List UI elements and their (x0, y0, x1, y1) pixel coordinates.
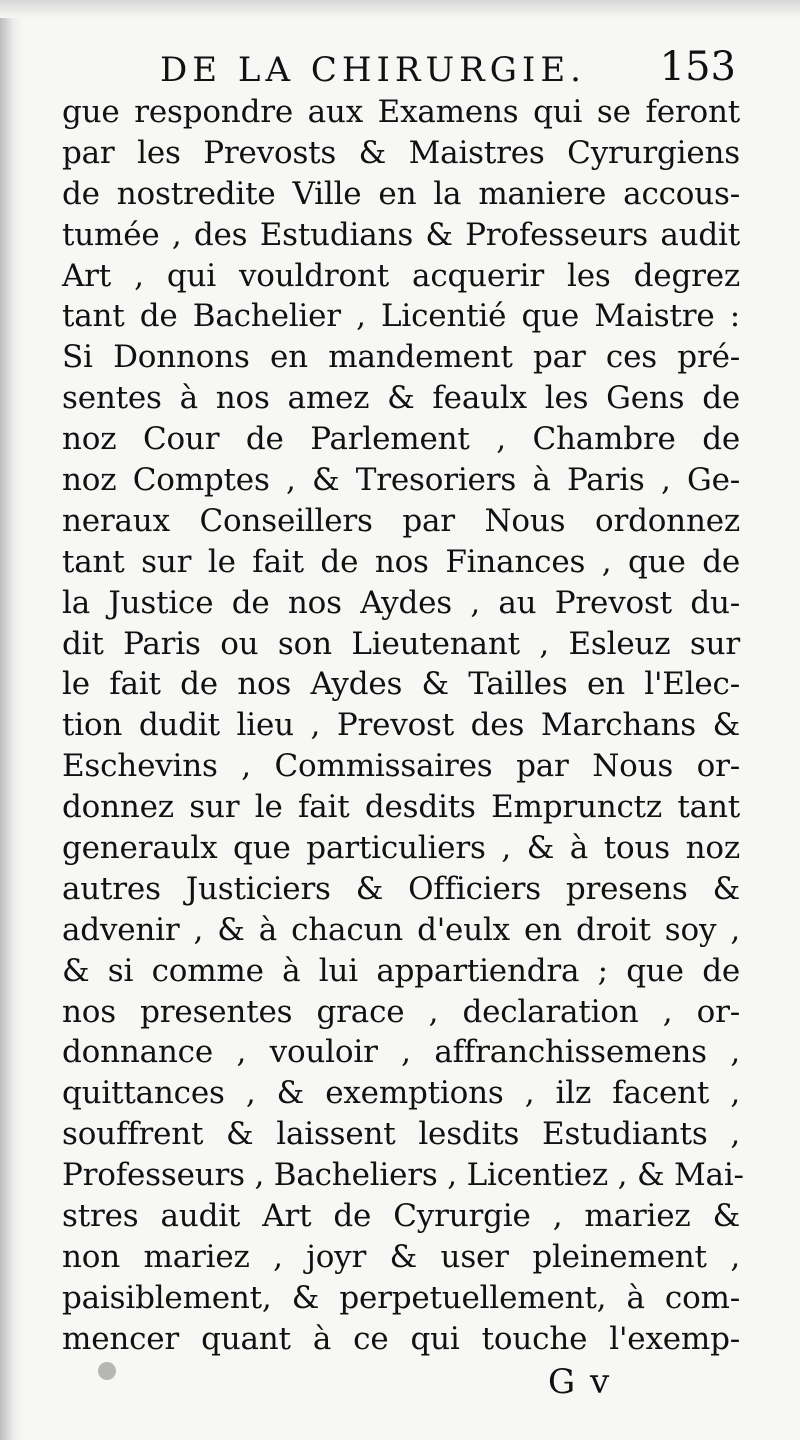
ink-blot (98, 1362, 116, 1380)
text-line: de nostredite Ville en la maniere accous- (62, 175, 740, 212)
text-line: Si Donnons en mandement par ces pré- (62, 339, 740, 376)
text-line: tion dudit lieu , Prevost des Marchans & (62, 707, 740, 744)
text-line: donnance , vouloir , affranchissemens , (62, 1034, 740, 1071)
running-title: DE LA CHIRURGIE. (160, 50, 586, 90)
page-top-shadow (0, 0, 800, 18)
text-line: non mariez , joyr & user pleinement , (62, 1238, 740, 1275)
text-line: nos presentes grace , declaration , or- (62, 993, 740, 1030)
text-line: le fait de nos Aydes & Tailles en l'Elec- (62, 666, 740, 703)
text-line: tant de Bachelier , Licentié que Maistre : (62, 298, 740, 335)
text-line: souffrent & laissent lesdits Estudiants , (62, 1116, 740, 1153)
signature-mark: G v (548, 1362, 612, 1402)
text-line: advenir , & à chacun d'eulx en droit soy , (62, 911, 740, 948)
text-line: sentes à nos amez & feaulx les Gens de (62, 380, 740, 417)
text-line: Professeurs , Bacheliers , Licentiez , & Mai- (62, 1157, 744, 1194)
text-line: noz Cour de Parlement , Chambre de (62, 421, 740, 458)
text-line: tumée , des Estudians & Professeurs audit (62, 216, 740, 253)
text-line: generaulx que particuliers , & à tous noz (62, 830, 740, 867)
text-line: noz Comptes , & Tresoriers à Paris , Ge- (62, 462, 740, 499)
text-line: gue respondre aux Examens qui se feront (62, 94, 740, 130)
text-line: la Justice de nos Aydes , au Prevost du- (62, 584, 740, 621)
text-line: & si comme à lui appartiendra ; que de (62, 952, 740, 989)
text-line: paisiblement, & perpetuellement, à com- (62, 1279, 740, 1316)
text-line: Eschevins , Commissaires par Nous or- (62, 748, 740, 785)
text-line: stres audit Art de Cyrurgie , mariez & (62, 1198, 740, 1235)
body-text (62, 92, 744, 1360)
text-line: dit Paris ou son Lieutenant , Esleuz sur (62, 625, 740, 662)
text-line: quittances , & exemptions , ilz facent , (62, 1075, 740, 1112)
text-line: autres Justiciers & Officiers presens & (62, 870, 740, 907)
text-line: Art , qui vouldront acquerir les degrez (62, 257, 740, 294)
text-line: par les Prevosts & Maistres Cyrurgiens (62, 134, 740, 171)
page-number: 153 (659, 44, 736, 90)
text-line: neraux Conseillers par Nous ordonnez (62, 502, 740, 539)
page-gutter-shadow (0, 0, 22, 1440)
text-line: mencer quant à ce qui touche l'exemp- (62, 1320, 740, 1357)
text-line: donnez sur le fait desdits Emprunctz tant (62, 789, 740, 826)
text-line: tant sur le fait de nos Finances , que de (62, 543, 740, 580)
